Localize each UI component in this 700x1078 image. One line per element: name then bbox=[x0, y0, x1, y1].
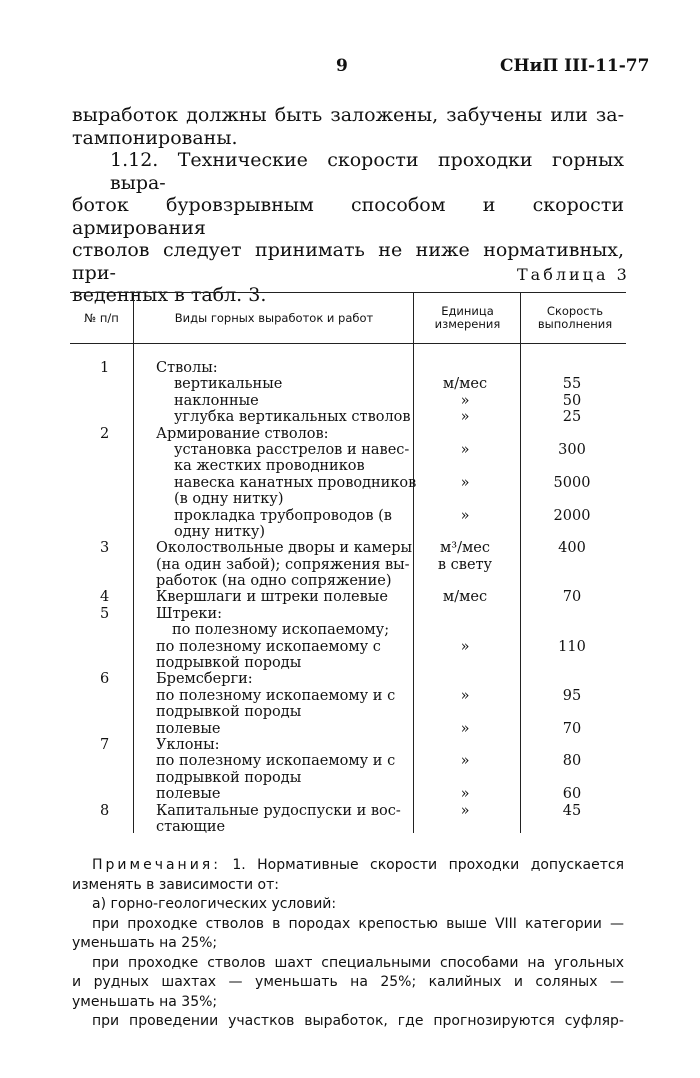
header-num: № п/п bbox=[84, 311, 119, 325]
table-row bbox=[70, 508, 626, 524]
row-description: подрывкой породы bbox=[156, 769, 302, 786]
header-speed: Скорость выполнения bbox=[537, 304, 613, 331]
row-speed: 50 bbox=[562, 392, 582, 409]
row-number: 5 bbox=[100, 605, 110, 622]
row-speed: 70 bbox=[562, 720, 582, 737]
note-text: при проведении участков выработок, где прогнозируются суфляр- bbox=[92, 1013, 624, 1029]
row-unit: м/мес bbox=[442, 589, 488, 606]
note-line bbox=[72, 934, 624, 954]
page-number: 9 bbox=[336, 56, 348, 76]
row-description: Бремсберги: bbox=[156, 671, 253, 688]
table-row bbox=[70, 442, 626, 458]
row-unit: » bbox=[460, 409, 470, 426]
row-description: полевые bbox=[156, 786, 221, 803]
note-line bbox=[92, 1012, 624, 1032]
row-description: Околоствольные дворы и камеры bbox=[156, 540, 413, 557]
note-line bbox=[92, 895, 624, 915]
text-line: стволов следует принимать не ниже нормативных, при- bbox=[72, 239, 624, 284]
table-row bbox=[70, 393, 626, 409]
row-speed: 25 bbox=[562, 409, 582, 426]
table-row bbox=[70, 770, 626, 786]
table-row bbox=[70, 737, 626, 753]
table-row bbox=[70, 786, 626, 802]
table-row bbox=[70, 360, 626, 376]
note-line bbox=[92, 915, 624, 935]
row-speed: 110 bbox=[558, 638, 586, 655]
row-description: по полезному ископаемому с bbox=[156, 638, 381, 655]
note-line bbox=[72, 993, 624, 1013]
row-description: ка жестких проводников bbox=[174, 458, 365, 475]
table-row bbox=[70, 475, 626, 491]
table-row bbox=[70, 688, 626, 704]
note-line bbox=[72, 876, 624, 896]
text-line: веденных в табл. 3. bbox=[72, 284, 267, 306]
row-description: (на один забой); сопряжения вы- bbox=[156, 556, 410, 573]
header-unit: Единица измерения bbox=[434, 304, 501, 331]
note-text: изменять в зависимости от: bbox=[72, 876, 279, 893]
row-speed: 300 bbox=[558, 441, 586, 458]
text-line: 1.12. Технические скорости проходки горных выра- bbox=[110, 149, 624, 194]
row-description: Квершлаги и штреки полевые bbox=[156, 589, 388, 606]
table-top-rule bbox=[70, 292, 626, 293]
notes bbox=[72, 856, 624, 1032]
table-row bbox=[70, 557, 626, 573]
row-description: по полезному ископаемому и с bbox=[156, 687, 396, 704]
row-description: работок (на одно сопряжение) bbox=[156, 573, 392, 590]
row-description: Армирование стволов: bbox=[156, 425, 329, 442]
table-row bbox=[70, 589, 626, 605]
row-speed: 60 bbox=[562, 786, 582, 803]
row-description: Уклоны: bbox=[156, 736, 220, 753]
row-unit: » bbox=[460, 753, 470, 770]
table-row bbox=[70, 655, 626, 671]
table-row bbox=[70, 491, 626, 507]
table-row bbox=[70, 426, 626, 442]
note-line bbox=[72, 973, 624, 993]
row-unit: » bbox=[460, 687, 470, 704]
table-row bbox=[70, 540, 626, 556]
row-speed: 70 bbox=[562, 589, 582, 606]
text-line: боток буровзрывным способом и скорости армирования bbox=[72, 194, 624, 239]
row-description: прокладка трубопроводов (в bbox=[174, 507, 392, 524]
row-description: стающие bbox=[156, 818, 226, 835]
document-code: СНиП III-11-77 bbox=[500, 56, 650, 76]
note-text: при проходке стволов шахт специальными способами на угольных bbox=[92, 954, 624, 971]
notes-label: Примечания: bbox=[92, 857, 221, 873]
table-row bbox=[70, 524, 626, 540]
row-speed: 400 bbox=[558, 540, 586, 557]
row-description: наклонные bbox=[174, 392, 259, 409]
table-row bbox=[70, 409, 626, 425]
row-description: подрывкой породы bbox=[156, 704, 302, 721]
note-text: при проходке стволов в породах крепостью выше VIII категории — bbox=[92, 915, 624, 932]
row-description: установка расстрелов и навес- bbox=[174, 441, 410, 458]
row-speed: 55 bbox=[562, 376, 582, 393]
row-description: подрывкой породы bbox=[156, 655, 302, 672]
table-row bbox=[70, 704, 626, 720]
table-body bbox=[70, 360, 626, 835]
note-text: уменьшать на 25%; bbox=[72, 935, 218, 951]
table-row bbox=[70, 721, 626, 737]
note-line bbox=[92, 954, 624, 974]
row-description: углубка вертикальных стволов bbox=[174, 409, 411, 426]
row-number: 4 bbox=[100, 589, 110, 606]
row-description: по полезному ископаемому и с bbox=[156, 753, 396, 770]
row-number: 1 bbox=[100, 360, 110, 376]
row-speed: 80 bbox=[562, 753, 582, 770]
table-row bbox=[70, 819, 626, 835]
row-description: навеска канатных проводников bbox=[174, 474, 417, 491]
row-description: вертикальные bbox=[174, 376, 283, 393]
row-unit: » bbox=[460, 638, 470, 655]
header-type: Виды горных выработок и работ bbox=[174, 311, 374, 325]
table-row bbox=[70, 671, 626, 687]
note-text: а) горно-геологических условий: bbox=[92, 896, 337, 912]
row-unit: » bbox=[460, 441, 470, 458]
note-line bbox=[92, 856, 624, 876]
row-description: (в одну нитку) bbox=[174, 491, 284, 508]
note-text: уменьшать на 35%; bbox=[72, 993, 218, 1010]
row-speed: 95 bbox=[562, 687, 582, 704]
row-description: Штреки: bbox=[156, 605, 223, 622]
row-speed: 5000 bbox=[553, 474, 591, 491]
text-line: выработок должны быть заложены, забучены или за- bbox=[72, 104, 624, 126]
text-line: тампонированы. bbox=[72, 126, 238, 149]
table-row bbox=[70, 606, 626, 622]
row-unit: в свету bbox=[437, 556, 493, 573]
table-row bbox=[70, 753, 626, 769]
row-unit: » bbox=[460, 507, 470, 524]
table-row bbox=[70, 458, 626, 474]
row-unit: » bbox=[460, 720, 470, 737]
table-row bbox=[70, 573, 626, 589]
table-row bbox=[70, 639, 626, 655]
row-number: 8 bbox=[100, 802, 110, 819]
row-number: 3 bbox=[100, 540, 110, 557]
row-number: 7 bbox=[100, 736, 110, 753]
table-caption: Таблица 3 bbox=[517, 265, 630, 284]
row-unit: » bbox=[460, 474, 470, 491]
table-row bbox=[70, 376, 626, 392]
row-unit: » bbox=[460, 786, 470, 803]
row-unit: м³/мес bbox=[440, 540, 490, 557]
row-number: 6 bbox=[100, 671, 110, 688]
row-unit: м/мес bbox=[442, 376, 488, 393]
table-header-rule bbox=[70, 343, 626, 344]
row-unit: » bbox=[460, 802, 470, 819]
note-text: и рудных шахтах — уменьшать на 25%; калийных и соляных — bbox=[72, 974, 624, 990]
row-unit: » bbox=[460, 392, 470, 409]
row-description: полевые bbox=[156, 720, 221, 737]
row-description: Капитальные рудоспуски и вос- bbox=[156, 802, 401, 819]
row-description: одну нитку) bbox=[174, 523, 266, 540]
table-row bbox=[70, 803, 626, 819]
row-speed: 45 bbox=[562, 802, 582, 819]
row-description: Стволы: bbox=[156, 360, 218, 376]
row-number: 2 bbox=[100, 425, 110, 442]
row-speed: 2000 bbox=[553, 507, 591, 524]
row-description: по полезному ископаемому; bbox=[172, 622, 390, 639]
note-text: 1. Нормативные скорости проходки допускается bbox=[232, 857, 624, 873]
table-row bbox=[70, 622, 626, 638]
